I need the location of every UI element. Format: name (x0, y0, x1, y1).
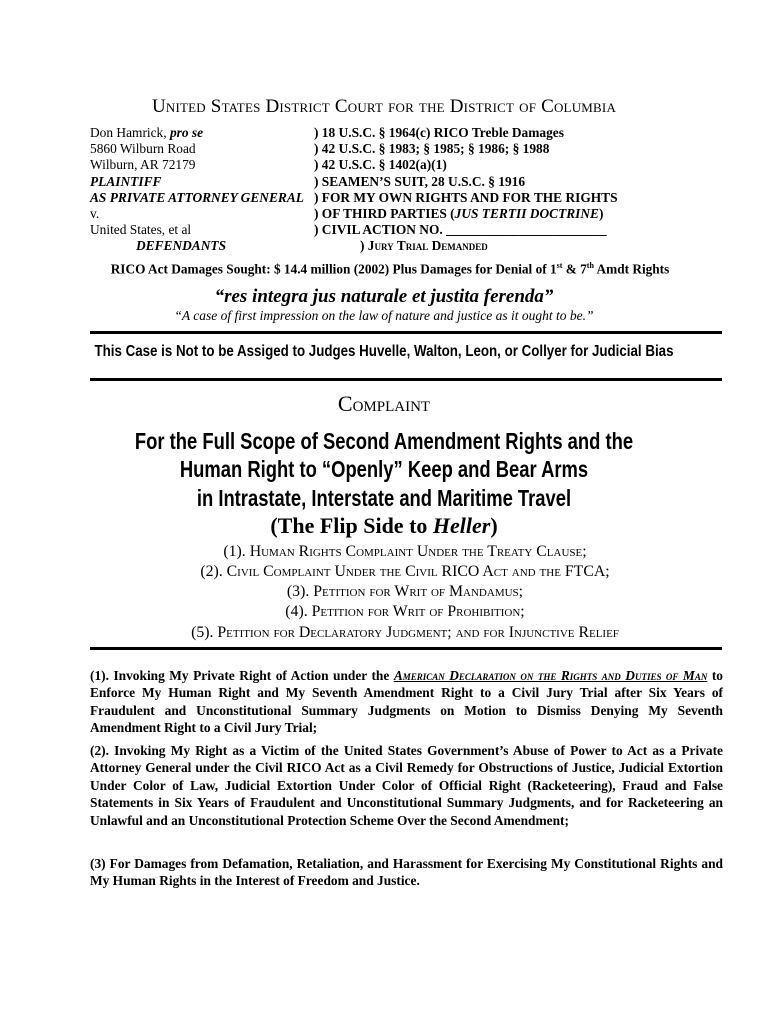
versus-label: v. (90, 206, 100, 222)
statute-line: ) 18 U.S.C. § 1964(c) RICO Treble Damages (314, 125, 564, 140)
plaintiff-address: 5860 Wilburn Road (90, 141, 196, 157)
statute-line: ) 42 U.S.C. § 1402(a)(1) (314, 157, 447, 173)
caption-row (90, 125, 730, 141)
document-type: Complaint (337, 391, 431, 416)
plaintiff-city: Wilburn, AR 72179 (90, 157, 196, 173)
statute-line: ) 42 U.S.C. § 1983; § 1985; § 1986; § 1988 (314, 141, 550, 157)
statute-line: ) OF THIRD PARTIES ( (314, 206, 455, 222)
caption-row (90, 238, 730, 254)
headline-line: in Intrastate, Interstate and Maritime Travel (196, 485, 572, 511)
civil-action-number: ) CIVIL ACTION NO. ________________________ (314, 222, 607, 238)
paragraph-3: (3) For Damages from Defamation, Retaliation, and Harassment for Exercising My Constitutional Rights and My Human Rights in the Interest of Freedom and Justice. (90, 856, 723, 889)
plaintiff-label: PLAINTIFF (90, 173, 162, 189)
count-item: (2). Civil Complaint Under the Civil RICO Act and the FTCA; (200, 563, 610, 580)
count-item: (4). Petition for Writ of Prohibition; (285, 603, 525, 620)
statute-line: ) FOR MY OWN RIGHTS AND FOR THE RIGHTS (314, 189, 618, 205)
caption-row (90, 190, 730, 206)
caption-row: v. ) OF THIRD PARTIES (JUS TERTII DOCTRINE) (90, 206, 604, 222)
divider (90, 378, 722, 381)
private-attorney-label: AS PRIVATE ATTORNEY GENERAL (90, 189, 304, 205)
pro-se-label: pro se (169, 125, 204, 140)
case-caption (90, 125, 730, 255)
divider (90, 647, 722, 650)
headline-line: Human Right to “Openly” Keep and Bear Arms (179, 456, 589, 482)
count-item: (5). Petition for Declaratory Judgment; and for Injunctive Relief (191, 624, 619, 641)
plaintiff-name: Don Hamrick, (90, 125, 170, 140)
headline-line: For the Full Scope of Second Amendment Rights and the (134, 428, 634, 454)
count-item: (3). Petition for Writ of Mandamus; (286, 583, 524, 600)
statute-line: ) SEAMEN’S SUIT, 28 U.S.C. § 1916 (314, 173, 526, 189)
jus-tertii: JUS TERTII DOCTRINE (454, 206, 599, 222)
divider (90, 331, 722, 334)
defendants-label: DEFENDANTS (136, 238, 227, 254)
paragraph-2: (2). Invoking My Right as a Victim of the United States Government’s Abuse of Power to Act as a Private Attorney General under the Civil RICO Act as a Civil Remedy for Obstructions of Justice, Judicial Extortion Under Color of Law, Judicial Extortion Under Color of Official Right (Racketeering), Fraud and False Statements in Six Years of Fraudulent and Unconstitutional Summary Judgments, and for Racketeering an Unlawful and an Unconstitutional Protection Scheme Over the Second Amendment; (90, 743, 723, 828)
court-heading: United States District Court for the District of Columbia (151, 96, 617, 117)
caption-row (90, 141, 730, 157)
caption-row (90, 222, 730, 238)
judge-notice: This Case is Not to be Assiged to Judges Huvelle, Walton, Leon, or Collyer for Judicial Bias (94, 343, 674, 360)
paragraph-1: (1). Invoking My Private Right of Action under the American Declaration on the Rights and Duties of Man to Enforce My Human Right and My Seventh Amendment Right to a Civil Jury Trial after Six Years of Fraudulent and Unconstitutional Summary Judgments on Motion to Dismiss Denying My Seventh Amendment Right to a Civil Jury Trial; (90, 668, 723, 736)
caption-row (90, 174, 730, 190)
flip-side-heading: (The Flip Side to Heller) (270, 513, 498, 538)
latin-motto: “res integra jus naturale et justita ferenda” (214, 286, 554, 307)
american-declaration-link[interactable]: American Declaration on the Rights and Duties of Man (393, 668, 708, 683)
motto-translation: “A case of first impression on the law of nature and justice as it ought to be.” (174, 308, 594, 323)
jury-trial-demanded: ) Jury Trial Demanded (360, 238, 488, 254)
heller-case: Heller (432, 513, 491, 538)
defendant-name: United States, et al (90, 222, 192, 238)
count-item: (1). Human Rights Complaint Under the Treaty Clause; (223, 543, 587, 560)
caption-row (90, 157, 730, 173)
damages-sought: RICO Act Damages Sought: $ 14.4 million (2002) Plus Damages for Denial of 1st & 7th Amdt Rights (110, 261, 670, 277)
